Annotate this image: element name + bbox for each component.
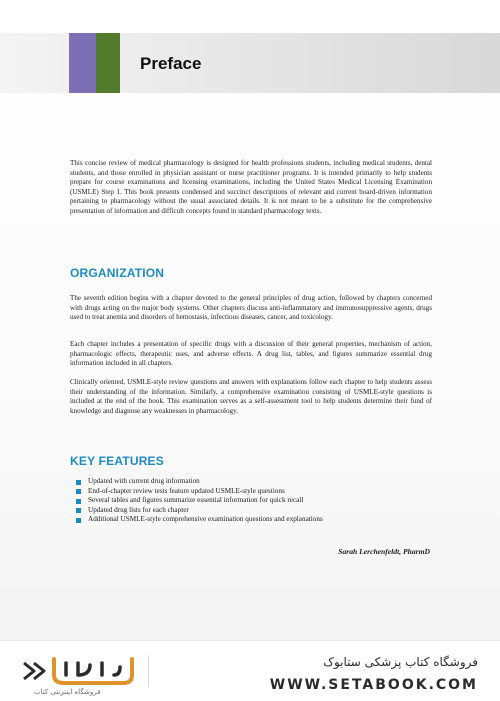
accent-bar-green (96, 33, 120, 93)
list-item-text: Updated with current drug information (88, 477, 200, 485)
store-url-link[interactable]: WWW.SETABOOK.COM (269, 677, 478, 693)
list-item-text: End-of-chapter review tests feature updated USMLE-style questions (88, 486, 285, 495)
square-bullet-icon (76, 499, 81, 504)
key-features-heading: KEY FEATURES (70, 454, 164, 468)
square-bullet-icon (76, 489, 81, 494)
list-item (88, 487, 428, 497)
list-item-text: Additional USMLE-style comprehensive examination questions and explanations (88, 515, 323, 524)
list-item-text: Several tables and figures summarize essential information for quick recall (88, 496, 304, 505)
intro-paragraph: This concise review of medical pharmacology is designed for health professions students, including medical students, dental students, and those enrolled in physician assistant or nurse practitioner programs. It is intended primarily to help students prepare for course examinations and licensing examinations, including the United States Medical Licensing Examination (USMLE) Step 1. This book presents condensed and succinct descriptions of relevant and current board-driven information pertaining to pharmacology without the usual associated details. It is not meant to be a substitute for the comprehensive presentation of information and difficult concepts found in standard pharmacology texts. (70, 159, 432, 215)
footer-divider (148, 655, 149, 687)
footer (0, 640, 500, 701)
list-item (88, 477, 428, 487)
key-features-list (88, 477, 428, 525)
page-title: Preface (140, 54, 202, 73)
accent-bar-purple (69, 33, 96, 93)
organization-paragraph-3: Clinically oriented, USMLE-style review questions and answers with explanations follow each chapter to help students assess their understanding of the information. Similarly, a comprehensive examination consisting of USMLE-style questions is included at the end of the book. This examination serves as a self-assessment tool to help students determine their fund of knowledge and diagnose any weaknesses in pharmacology. (70, 378, 432, 415)
square-bullet-icon (76, 508, 81, 513)
organization-heading: ORGANIZATION (70, 266, 165, 280)
list-item (88, 506, 428, 516)
organization-paragraph-1: The seventh edition begins with a chapter devoted to the general principles of drug action, followed by chapters concerned with drugs acting on the major body systems. Other chapters discuss anti-inflammatory and immunosuppressive agents, drugs used to treat anemia and disorders of hemostasis, infectious diseases, cancer, and toxicology. (70, 294, 432, 321)
author-signature: Sarah Lerchenfeldt, PharmD (338, 547, 430, 556)
list-item (88, 515, 428, 525)
square-bullet-icon (76, 518, 81, 523)
list-item (88, 496, 428, 506)
store-name: فروشگاه کتاب پزشکی ستابوک (323, 655, 478, 669)
list-item-text: Updated drug lists for each chapter (88, 505, 189, 514)
logo-subtext: فروشگاه اینترنتی کتاب (34, 688, 101, 696)
setabook-logo-icon[interactable] (20, 651, 140, 691)
square-bullet-icon (76, 480, 81, 485)
organization-paragraph-2: Each chapter includes a presentation of specific drugs with a discussion of their general properties, mechanism of action, pharmacologic effects, therapeutic uses, and adverse effects. A drug list, tables, and figures summarize essential drug information included in all chapters. (70, 340, 432, 367)
